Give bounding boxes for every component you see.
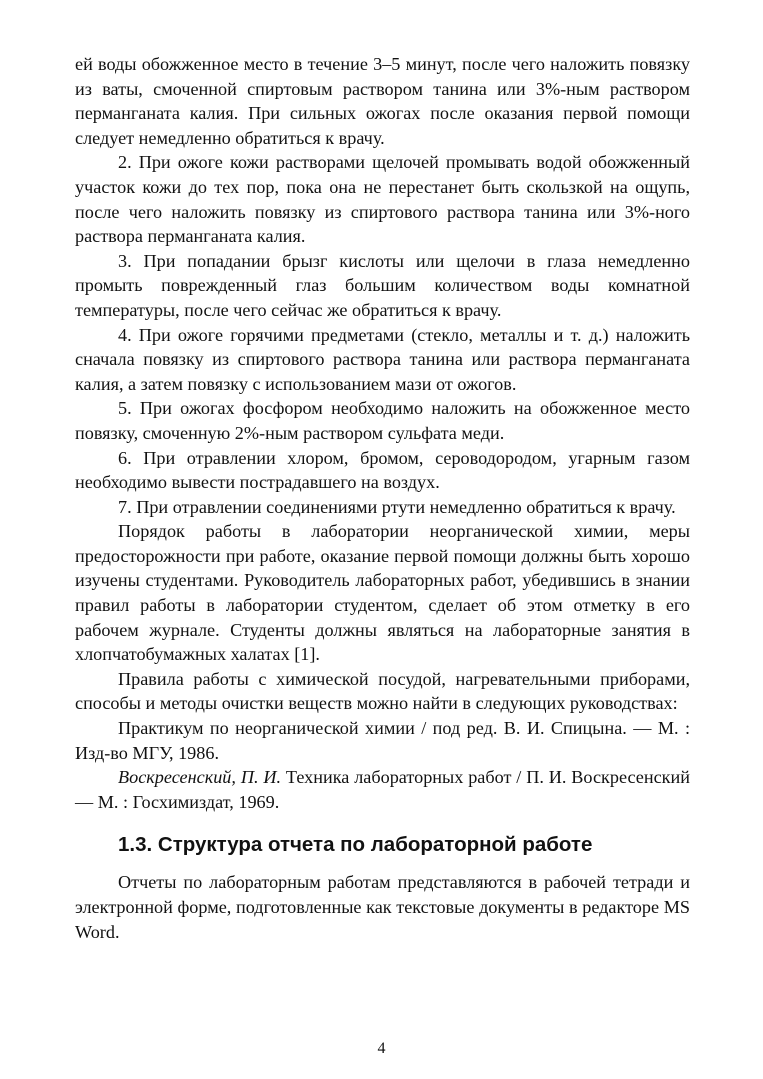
paragraph-item-4: 4. При ожоге горячими предметами (стекло, металлы и т. д.) наложить сначала повязку из спиртового раствора танина или раствора перманганата калия, а затем повязку с использованием мази от ожогов. [75,324,690,394]
paragraph-item-5: 5. При ожогах фосфором необходимо наложить на обожженное место повязку, смоченную 2%-ным раствором сульфата меди. [75,398,690,443]
paragraph-item-2: 2. При ожоге кожи растворами щелочей промывать водой обожженный участок кожи до тех пор, пока она не перестанет быть скользкой на ощупь, после чего наложить повязку из спиртового раствора танина или 3%-ного раствора перманганата калия. [75,152,690,247]
paragraph-item-7: 7. При отравлении соединениями ртути немедленно обратиться к врачу. [118,496,676,517]
paragraph-item-6: 6. При отравлении хлором, бромом, сероводородом, угарным газом необходимо вывести пострадавшего на воздух. [75,447,690,493]
paragraph-continuation: ей воды обожженное место в течение 3–5 минут, после чего наложить повязку из ваты, смоченной спиртовым раствором танина или 3%-ным раствором перманганата калия. При сильных ожогах после оказания первой помощи следует немедленно обратиться к врачу. [75,54,690,148]
body-text [75,52,690,944]
page-number: 4 [377,1040,386,1057]
reference-2 [75,765,690,814]
reference-1: Практикум по неорганической химии / под ред. В. И. Спицына. — М. : Изд-во МГУ, 1986. [75,718,690,763]
paragraph-lab-procedure: Порядок работы в лаборатории неорганической химии, меры предосторожности при работе, оказание первой помощи должны быть хорошо изучены студентами. Руководитель лабораторных работ, убедившись в знании правил работы в лаборатории студентом, сделает об этом отметку в его рабочем журнале. Студенты должны являться на лабораторные занятия в хлопчатобумажных халатах [1]. [75,521,690,665]
section-heading: 1.3. Структура отчета по лабораторной работе [118,833,593,857]
reference-2-author: Воскресенский, П. И. [118,767,282,788]
section-paragraph: Отчеты по лабораторным работам представляются в рабочей тетради и электронной форме, подготовленные как текстовые документы в редакторе MS Word. [75,872,690,942]
reference-2-title: Техника лабораторных работ / П. И. Воскресенский — М. : Госхимиздат, 1969. [75,767,690,812]
paragraph-guides: Правила работы с химической посудой, нагревательными приборами, способы и методы очистки веществ можно найти в следующих руководствах: [75,668,690,714]
paragraph-item-3: 3. При попадании брызг кислоты или щелочи в глаза немедленно промыть поврежденный глаз большим количеством воды комнатной температуры, после чего сейчас же обратиться к врачу. [75,250,690,320]
